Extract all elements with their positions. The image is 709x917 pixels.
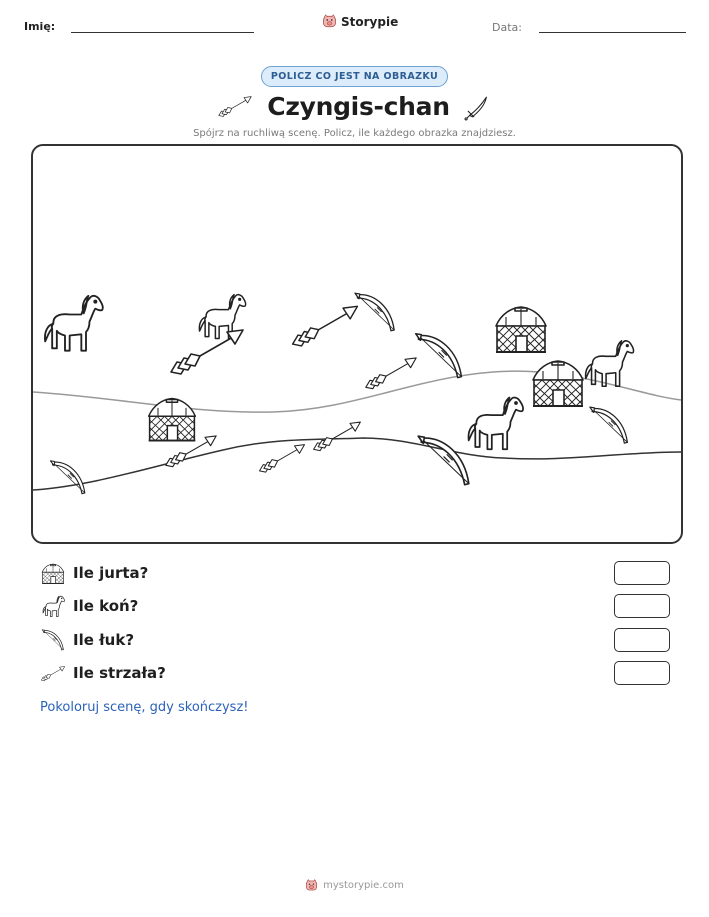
near-hill-line	[33, 438, 681, 490]
yurt-icon	[496, 307, 546, 352]
question-row-bow	[40, 628, 670, 654]
bow-icon	[40, 628, 66, 654]
bow-icon	[416, 334, 462, 378]
question-row-yurt	[40, 561, 670, 587]
answer-box-arrow[interactable]	[614, 661, 670, 685]
arrow-icon	[366, 358, 416, 389]
yurt-icon	[533, 361, 583, 406]
coloring-note: Pokoloruj scenę, gdy skończysz!	[40, 700, 249, 715]
far-hill-line	[33, 371, 681, 412]
footer-url[interactable]: mystorypie.com	[323, 880, 404, 891]
name-label: Imię:	[24, 20, 56, 33]
answer-box-yurt[interactable]	[614, 561, 670, 585]
date-line[interactable]	[539, 32, 686, 33]
activity-badge: POLICZ CO JEST NA OBRAZKU	[261, 66, 448, 87]
bow-icon	[355, 293, 394, 331]
answer-box-horse[interactable]	[614, 594, 670, 618]
footer	[0, 879, 709, 892]
counting-scene	[31, 144, 683, 544]
brand-name: Storypie	[341, 14, 399, 29]
arrow-icon	[293, 306, 358, 346]
pig-logo-icon	[322, 14, 337, 29]
pig-logo-icon	[305, 879, 318, 892]
question-row-horse	[40, 594, 670, 620]
arrow-icon	[217, 95, 253, 119]
question-row-arrow	[40, 661, 670, 687]
instructions: Spójrz na ruchliwą scenę. Policz, ile każdego obrazka znajdziesz.	[193, 128, 516, 139]
horse-icon	[40, 594, 66, 620]
brand-logo	[322, 14, 398, 29]
scene-canvas	[33, 146, 681, 542]
question-label: Ile strzała?	[73, 664, 166, 682]
arrow-icon	[260, 445, 305, 473]
bow-icon	[418, 436, 469, 485]
name-line[interactable]	[71, 32, 254, 33]
question-label: Ile łuk?	[73, 631, 135, 649]
horse-icon	[586, 341, 634, 386]
answer-box-bow[interactable]	[614, 628, 670, 652]
horse-icon	[468, 398, 523, 450]
question-label: Ile jurta?	[73, 564, 149, 582]
sword-icon	[464, 93, 492, 121]
question-label: Ile koń?	[73, 597, 139, 615]
page-title: Czyngis-chan	[267, 92, 450, 121]
horse-icon	[45, 296, 103, 351]
arrow-icon	[314, 422, 361, 451]
date-label: Data:	[492, 21, 522, 34]
bow-icon	[51, 461, 85, 494]
arrow-icon	[40, 661, 66, 687]
yurt-icon	[40, 561, 66, 587]
bow-icon	[590, 407, 628, 443]
